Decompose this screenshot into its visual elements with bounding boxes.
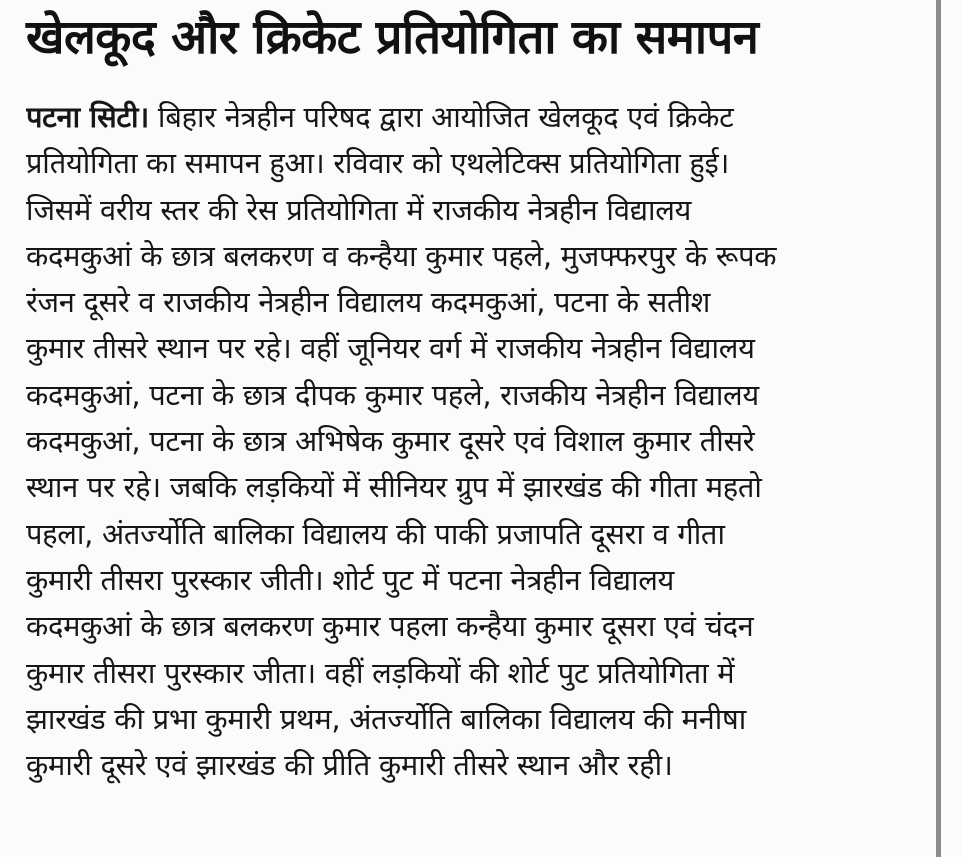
article-line-text: बिहार नेत्रहीन परिषद द्वारा आयोजित खेलकूद एवं क्रिकेट xyxy=(148,100,734,134)
article-line: पहला, अंतर्ज्योति बालिका विद्यालय की पाकी प्रजापति दूसरा व गीता xyxy=(26,516,725,551)
headline: खेलकूद और क्रिकेट प्रतियोगिता का समापन xyxy=(26,10,759,65)
column-rule xyxy=(936,0,941,857)
article-line: कदमकुआं के छात्र बलकरण व कन्हैया कुमार पहले, मुजफ्फरपुर के रूपक xyxy=(26,238,777,273)
article-line: कुमारी तीसरा पुरस्कार जीती। शोर्ट पुट में पटना नेत्रहीन विद्यालय xyxy=(26,562,675,597)
article-line: झारखंड की प्रभा कुमारी प्रथम, अंतर्ज्योति बालिका विद्यालय की मनीषा xyxy=(26,701,746,736)
article-body xyxy=(26,94,931,788)
article-line xyxy=(26,94,931,140)
article-line: कदमकुआं, पटना के छात्र दीपक कुमार पहले, राजकीय नेत्रहीन विद्यालय xyxy=(26,377,759,412)
dateline: पटना सिटी। xyxy=(26,100,149,134)
article-line: प्रतियोगिता का समापन हुआ। रविवार को एथलेटिक्स प्रतियोगिता हुई। xyxy=(26,146,730,181)
article-line: कदमकुआं, पटना के छात्र अभिषेक कुमार दूसरे एवं विशाल कुमार तीसरे xyxy=(26,424,755,459)
article-line: रंजन दूसरे व राजकीय नेत्रहीन विद्यालय कदमकुआं, पटना के सतीश xyxy=(26,285,711,320)
article-line: कुमारी दूसरे एवं झारखंड की प्रीति कुमारी तीसरे स्थान और रही। xyxy=(26,748,673,783)
article-line: जिसमें वरीय स्तर की रेस प्रतियोगिता में राजकीय नेत्रहीन विद्यालय xyxy=(26,192,692,227)
article-line: कुमार तीसरे स्थान पर रहे। वहीं जूनियर वर्ग में राजकीय नेत्रहीन विद्यालय xyxy=(26,331,755,366)
article-line: स्थान पर रहे। जबकि लड़कियों में सीनियर ग्रुप में झारखंड की गीता महतो xyxy=(26,470,762,505)
article-line: कदमकुआं के छात्र बलकरण कुमार पहला कन्हैया कुमार दूसरा एवं चंदन xyxy=(26,609,754,644)
article-line: कुमार तीसरा पुरस्कार जीता। वहीं लड़कियों की शोर्ट पुट प्रतियोगिता में xyxy=(26,655,735,690)
